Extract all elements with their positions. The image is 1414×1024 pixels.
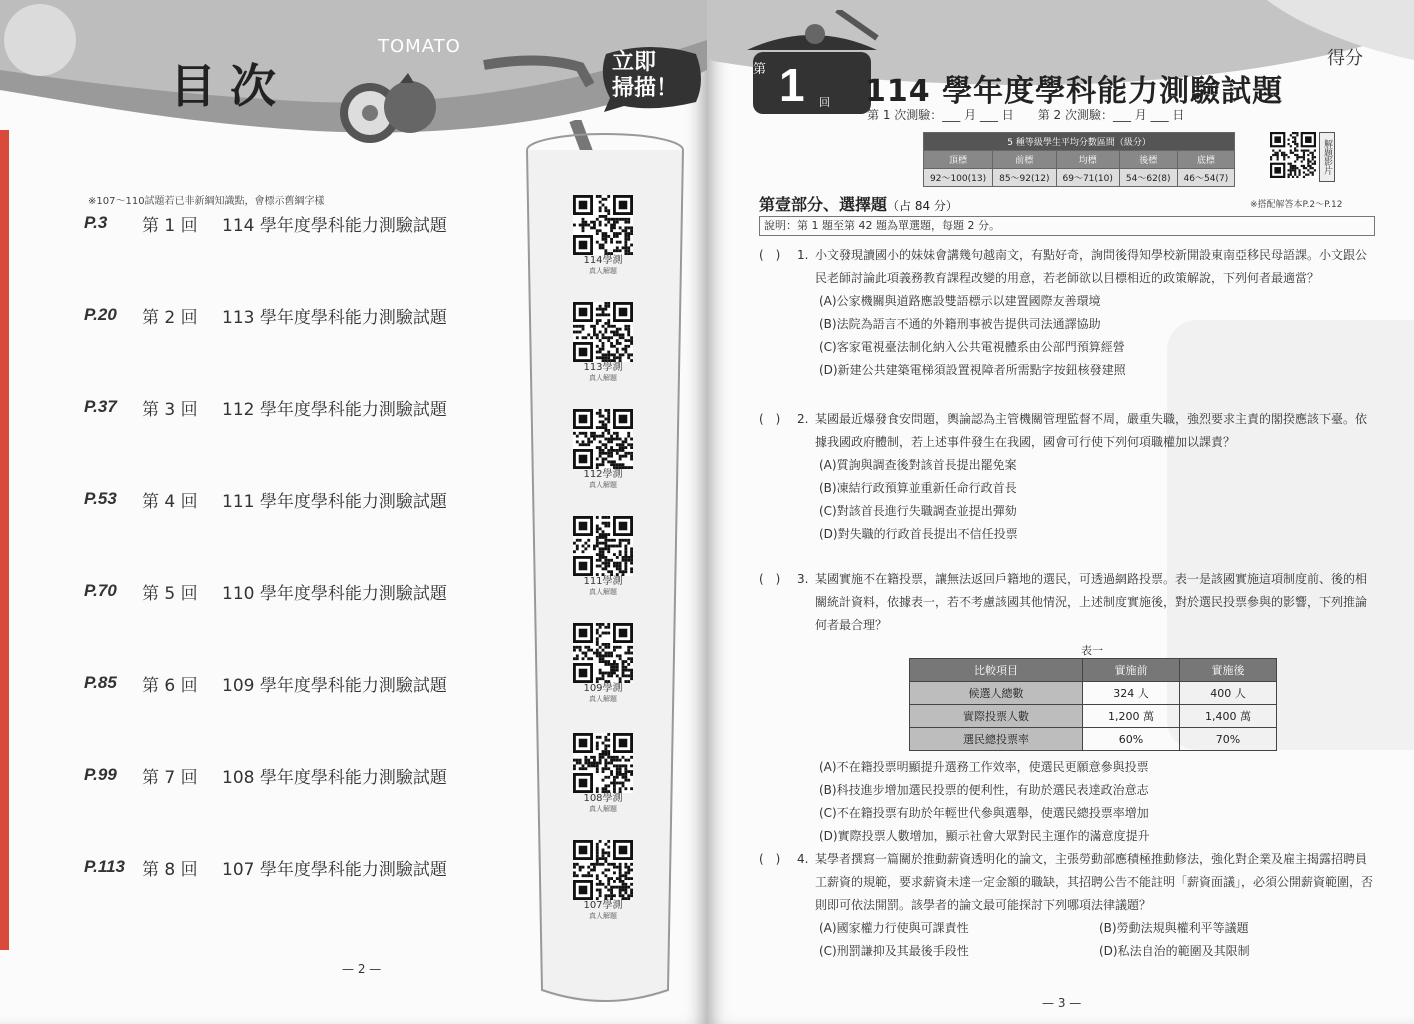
qr-sublabel: 真人解題 — [589, 267, 617, 275]
grade-score-table — [923, 132, 1235, 187]
question-text: 某國最近爆發食安問題，輿論認為主管機關管理監督不周，嚴重失職，強烈要求主責的閣揆應該下臺。依據我國政府體制，若上述事件發生在我國，國會可行使下列何項職權加以課責？ — [815, 412, 1368, 449]
question-text: 某學者撰寫一篇關於推動薪資透明化的論文，主張勞動部應積極推動修法，強化對企業及雇主揭露招聘員工薪資的規範，要求薪資未達一定金額的職缺，其招聘公告不能註明「薪資面議」，必須公開薪資範圍，否則即可依法開罰。該學者的論文最可能探討下列哪項法律議題？ — [815, 852, 1374, 912]
toc-exam-name: 114 學年度學科能力測驗試題 — [222, 215, 447, 236]
toc-exam-name: 110 學年度學科能力測驗試題 — [222, 583, 447, 604]
question-text: 小文發現讀國小的妹妹會講幾句越南文，有點好奇，詢問後得知學校新開設東南亞移民母語課。小文跟公民老師討論此項義務教育課程改變的用意，若老師欲以目標相近的政策解說，下列何者最適當？ — [815, 248, 1368, 285]
toc-round: 第 4 回 — [142, 491, 198, 512]
question-2 — [759, 408, 1373, 546]
qr-code-icon — [573, 409, 633, 469]
score-label: 得分 — [1327, 48, 1363, 69]
grade-header: 底標 — [1177, 151, 1235, 169]
question-number: 2. — [797, 412, 809, 426]
grade-header: 均標 — [1056, 151, 1119, 169]
toc-exam-name: 111 學年度學科能力測驗試題 — [222, 491, 447, 512]
page-edge-tab — [0, 130, 9, 950]
qr-label: 112學測 — [583, 469, 623, 480]
option: (A)公家機關與道路應設雙語標示以建置國際友善環境 — [819, 294, 1101, 308]
table1-cell: 候選人總數 — [910, 682, 1083, 705]
right-page — [707, 0, 1414, 1024]
toc-row[interactable] — [84, 576, 504, 606]
toc-row[interactable] — [84, 208, 504, 238]
toc-page-number: P.99 — [84, 765, 117, 784]
tomato-label: TOMATO — [378, 36, 461, 57]
answer-blank[interactable]: ( ) — [759, 412, 781, 426]
toc-exam-name: 113 學年度學科能力測驗試題 — [222, 307, 447, 328]
qr-code-icon — [573, 302, 633, 362]
toc-page-number: P.3 — [84, 213, 108, 232]
table-row — [910, 728, 1277, 751]
question-3-options — [759, 756, 1373, 848]
option: (D)對失職的行政首長提出不信任投票 — [819, 527, 1018, 541]
table1-header: 實施前 — [1083, 659, 1180, 682]
question-1 — [759, 244, 1373, 382]
qr-item[interactable] — [572, 733, 634, 814]
option: (C)客家電視臺法制化納入公共電視體系由公部門預算經營 — [819, 340, 1125, 354]
tomato-icon — [330, 65, 440, 145]
page-number-right: — 3 — — [1042, 996, 1082, 1010]
option: (C)對該首長進行失職調查並提出彈劾 — [819, 504, 1017, 518]
grade-value: 85～92(12) — [993, 169, 1056, 187]
grade-header: 後標 — [1119, 151, 1177, 169]
option: (C)刑罰謙抑及其最後手段性 — [819, 944, 969, 958]
qr-sublabel: 真人解題 — [589, 481, 617, 489]
option: (B)法院為語言不通的外籍刑事被告提供司法通譯協助 — [819, 317, 1101, 331]
toc-row[interactable] — [84, 668, 504, 698]
option-grid — [819, 917, 1373, 963]
answer-blank[interactable]: ( ) — [759, 852, 781, 866]
solution-video-tag: 解題影片 — [1319, 132, 1335, 182]
toc-round: 第 8 回 — [142, 859, 198, 880]
qr-label: 111學測 — [583, 576, 623, 587]
toc-page-number: P.53 — [84, 489, 117, 508]
qr-item[interactable] — [572, 302, 634, 383]
toc-title: 目次 — [170, 59, 290, 113]
answer-blank[interactable]: ( ) — [759, 248, 781, 262]
qr-code-icon — [573, 840, 633, 900]
qr-code-icon — [573, 733, 633, 793]
qr-item[interactable] — [572, 516, 634, 597]
question-text: 某國實施不在籍投票，讓無法返回戶籍地的選民，可透過網路投票。表一是該國實施這項制度前、後的相關統計資料，依據表一，若不考慮該國其他情況，上述制度實施後，對於選民投票參與的影響，下列推論何者最合理？ — [815, 572, 1368, 632]
qr-label: 109學測 — [583, 683, 623, 694]
straw-icon — [480, 55, 600, 95]
table1 — [909, 658, 1277, 751]
toc-round: 第 1 回 — [142, 215, 198, 236]
qr-code-icon[interactable] — [1270, 132, 1316, 178]
question-number: 4. — [797, 852, 809, 866]
table1-header: 比較項目 — [910, 659, 1083, 682]
table1-cell: 1,400 萬 — [1180, 705, 1277, 728]
question-4 — [759, 848, 1373, 963]
section-score: （占 84 分） — [887, 199, 958, 213]
qr-sublabel: 真人解題 — [589, 588, 617, 596]
grade-value: 54～62(8) — [1119, 169, 1177, 187]
table-row — [910, 705, 1277, 728]
option: (C)不在籍投票有助於年輕世代參與選舉，使選民總投票率增加 — [819, 806, 1149, 820]
toc-round: 第 5 回 — [142, 583, 198, 604]
answer-blank[interactable]: ( ) — [759, 572, 781, 586]
option: (B)科技進步增加選民投票的便利性，有助於選民表達政治意志 — [819, 783, 1149, 797]
question-number: 3. — [797, 572, 809, 586]
toc-row[interactable] — [84, 300, 504, 330]
toc-round: 第 7 回 — [142, 767, 198, 788]
scan-now-text: 立即 掃描！ — [612, 50, 679, 101]
table-row — [910, 682, 1277, 705]
toc-note: ※107～110試題若已非新綱知識點，會標示舊綱字樣 — [88, 196, 325, 207]
grade-value: 92～100(13) — [924, 169, 993, 187]
qr-sublabel: 真人解題 — [589, 695, 617, 703]
toc-round: 第 6 回 — [142, 675, 198, 696]
qr-item[interactable] — [572, 840, 634, 921]
toc-exam-name: 108 學年度學科能力測驗試題 — [222, 767, 447, 788]
toc-round: 第 2 回 — [142, 307, 198, 328]
answer-key-note: ※搭配解答本P.2～P.12 — [1250, 200, 1343, 210]
option: (B)勞動法規與權利平等議題 — [1099, 921, 1249, 935]
qr-sublabel: 真人解題 — [589, 912, 617, 920]
page-number-left: — 2 — — [342, 962, 382, 976]
table1-cell: 324 人 — [1083, 682, 1180, 705]
toc-page-number: P.37 — [84, 397, 117, 416]
qr-label: 108學測 — [583, 793, 623, 804]
grade-value: 46～54(7) — [1177, 169, 1235, 187]
toc-page-number: P.113 — [84, 857, 125, 876]
test-dates: 第 1 次測驗：___ 月 ___ 日 第 2 次測驗：___ 月 ___ 日 — [867, 108, 1185, 122]
round-number: 1 — [779, 59, 805, 111]
table1-cell: 400 人 — [1180, 682, 1277, 705]
option: (A)國家權力行使與可課責性 — [819, 921, 969, 935]
qr-item[interactable] — [572, 195, 634, 276]
table1-cell: 70% — [1180, 728, 1277, 751]
toc-exam-name: 109 學年度學科能力測驗試題 — [222, 675, 447, 696]
grade-value: 69～71(10) — [1056, 169, 1119, 187]
round-suffix: 回 — [819, 96, 830, 109]
table1-cell: 60% — [1083, 728, 1180, 751]
table1-title: 表一 — [1081, 644, 1103, 657]
toc-row[interactable] — [84, 484, 504, 514]
qr-code-icon — [573, 195, 633, 255]
toc-row[interactable] — [84, 760, 504, 790]
toc-exam-name: 112 學年度學科能力測驗試題 — [222, 399, 447, 420]
toc-row[interactable] — [84, 392, 504, 422]
question-number: 1. — [797, 248, 809, 262]
qr-code-icon — [573, 516, 633, 576]
question-3 — [759, 568, 1373, 637]
option: (A)不在籍投票明顯提升選務工作效率，使選民更願意參與投票 — [819, 760, 1149, 774]
grade-table-title: 5 種等級學生平均分數區間（級分） — [924, 133, 1235, 151]
round-prefix: 第 — [753, 62, 767, 77]
toc-exam-name: 107 學年度學科能力測驗試題 — [222, 859, 447, 880]
option: (D)實際投票人數增加，顯示社會大眾對民主運作的滿意度提升 — [819, 829, 1150, 843]
table1-cell: 選民總投票率 — [910, 728, 1083, 751]
qr-code-icon — [573, 623, 633, 683]
toc-page-number: P.70 — [84, 581, 117, 600]
option: (A)質詢與調查後對該首長提出罷免案 — [819, 458, 1017, 472]
option: (D)新建公共建築電梯須設置視障者所需點字按鈕核發建照 — [819, 363, 1126, 377]
exam-title: 114 學年度學科能力測驗試題 — [865, 74, 1284, 109]
option: (D)私法自治的範圍及其限制 — [1099, 944, 1250, 958]
qr-sublabel: 真人解題 — [589, 805, 617, 813]
qr-label: 113學測 — [583, 362, 623, 373]
table1-header: 實施後 — [1180, 659, 1277, 682]
qr-label: 107學測 — [583, 900, 623, 911]
grade-header: 前標 — [993, 151, 1056, 169]
qr-label: 114學測 — [583, 255, 623, 266]
toc-page-number: P.20 — [84, 305, 117, 324]
section-title: 第壹部分、選擇題（占 84 分） — [759, 195, 958, 214]
table1-cell: 1,200 萬 — [1083, 705, 1180, 728]
option: (B)凍結行政預算並重新任命行政首長 — [819, 481, 1017, 495]
table1-cell: 實際投票人數 — [910, 705, 1083, 728]
toc-page-number: P.85 — [84, 673, 117, 692]
grade-header: 頂標 — [924, 151, 993, 169]
instruction-box: 說明：第 1 題至第 42 題為單選題，每題 2 分。 — [759, 216, 1375, 236]
toc-row[interactable] — [84, 852, 504, 882]
qr-sublabel: 真人解題 — [589, 374, 617, 382]
toc-round: 第 3 回 — [142, 399, 198, 420]
qr-item[interactable] — [572, 409, 634, 490]
qr-item[interactable] — [572, 623, 634, 704]
